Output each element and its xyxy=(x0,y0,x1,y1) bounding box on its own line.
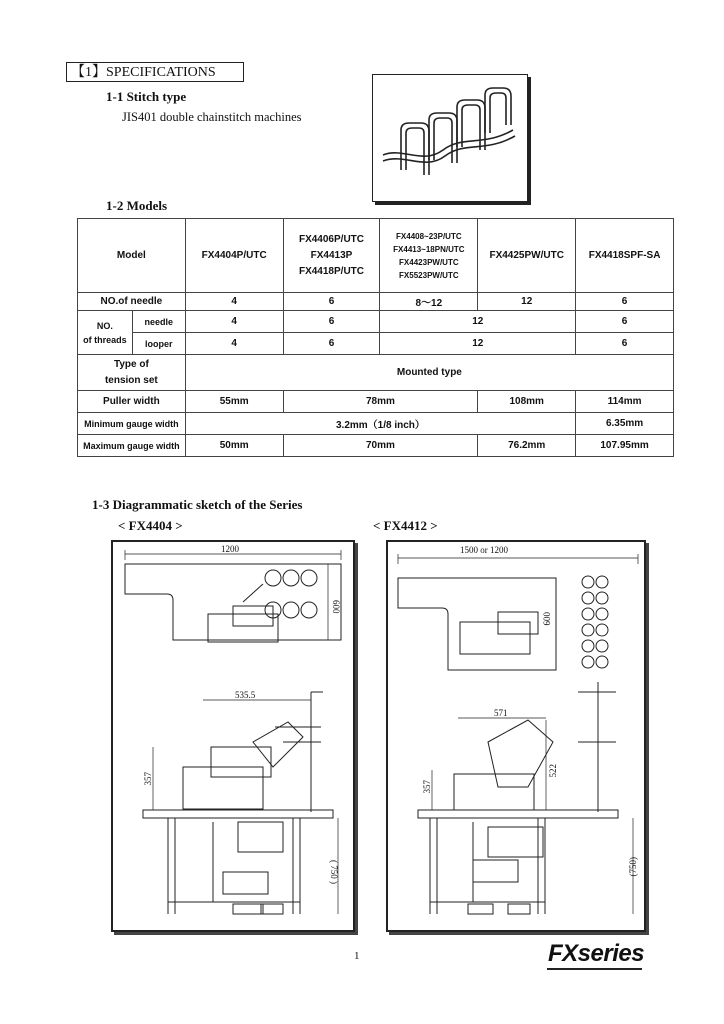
table-cell: 12 xyxy=(380,311,576,333)
fx4404-sketch xyxy=(111,540,355,932)
table-cell: 4 xyxy=(185,293,283,311)
models-heading: 1-2 Models xyxy=(106,198,168,213)
max-gauge-label: Maximum gauge width xyxy=(78,435,186,457)
dim-arm: 571 xyxy=(494,708,508,718)
dim-depth: 600 xyxy=(331,600,341,614)
dim-table: ( 750 ) xyxy=(329,860,339,884)
table-cell: 108mm xyxy=(478,391,576,413)
puller-label: Puller width xyxy=(78,391,186,413)
tension-label: Type of tension set xyxy=(78,355,186,391)
table-cell: 70mm xyxy=(283,435,478,457)
stitch-illustration xyxy=(372,74,528,202)
model-col: FX4418SPF-SA xyxy=(576,219,674,293)
dim-height: 357 xyxy=(143,772,153,786)
models-table xyxy=(77,218,674,457)
table-cell: 114mm xyxy=(576,391,674,413)
sketch-heading: 1-3 Diagrammatic sketch of the Series xyxy=(92,497,303,512)
table-cell: 4 xyxy=(185,333,283,355)
table-cell: 50mm xyxy=(185,435,283,457)
table-cell: 6 xyxy=(283,311,380,333)
needle-label: needle xyxy=(132,311,185,333)
table-cell: 6 xyxy=(283,293,380,311)
table-cell: 8～12 xyxy=(380,293,478,311)
dim-width: 1200 xyxy=(221,544,239,554)
left-sketch-title: < FX4404 > xyxy=(118,518,183,533)
dim-width: 1500 or 1200 xyxy=(460,545,508,555)
table-cell: 55mm xyxy=(185,391,283,413)
table-cell: 6 xyxy=(283,333,380,355)
table-cell: 12 xyxy=(380,333,576,355)
table-cell: 107.95mm xyxy=(576,435,674,457)
page-number: 1 xyxy=(354,950,360,962)
model-col: FX4408~23P/UTC FX4413~18PN/UTC FX4423PW/UTC FX5523PW/UTC xyxy=(380,219,478,293)
table-cell: 76.2mm xyxy=(478,435,576,457)
dim-depth: 600 xyxy=(542,612,552,626)
needle-count-label: NO.of needle xyxy=(78,293,186,311)
table-cell: 6.35mm xyxy=(576,413,674,435)
table-cell: 4 xyxy=(185,311,283,333)
right-sketch-title: < FX4412 > xyxy=(373,518,438,533)
model-col: FX4425PW/UTC xyxy=(478,219,576,293)
dim-height: 357 xyxy=(422,780,432,794)
table-cell: 6 xyxy=(576,311,674,333)
stitch-type-description: JIS401 double chainstitch machines xyxy=(122,110,302,124)
tension-value: Mounted type xyxy=(185,355,673,391)
threads-label: NO. of threads xyxy=(78,311,133,355)
fx4412-sketch xyxy=(386,540,646,932)
dim-stand: 522 xyxy=(548,764,558,778)
stitch-type-heading: 1-1 Stitch type xyxy=(106,89,187,104)
table-cell: 3.2mm（1/8 inch） xyxy=(185,413,575,435)
model-col: FX4406P/UTC FX4413P FX4418P/UTC xyxy=(283,219,380,293)
dim-arm: 535.5 xyxy=(235,690,256,700)
brand-logo: FXseries xyxy=(548,940,645,967)
table-cell: 78mm xyxy=(283,391,478,413)
model-col: FX4404P/UTC xyxy=(185,219,283,293)
brand-underline xyxy=(547,968,642,970)
table-cell: 6 xyxy=(576,333,674,355)
looper-label: looper xyxy=(132,333,185,355)
dim-table: (750) xyxy=(628,857,638,877)
model-label: Model xyxy=(78,219,186,293)
table-cell: 12 xyxy=(478,293,576,311)
table-cell: 6 xyxy=(576,293,674,311)
section-heading: 【1】SPECIFICATIONS xyxy=(66,62,244,82)
min-gauge-label: Minimum gauge width xyxy=(78,413,186,435)
